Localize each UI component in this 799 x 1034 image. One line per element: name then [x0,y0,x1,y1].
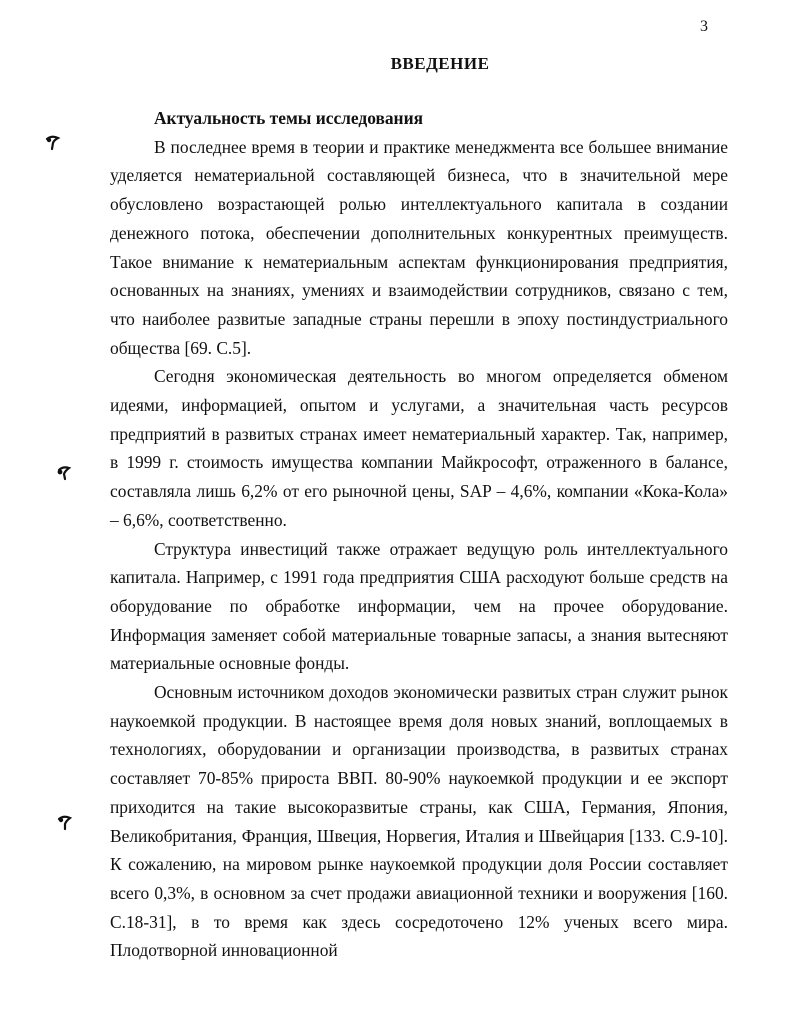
body-text [110,104,728,965]
margin-mark-icon [56,464,74,482]
paragraph: В последнее время в теории и практике менеджмента все большее внимание уделяется нематериальной составляющей бизнеса, что в значительной мере обусловлено возрастающей ролью интеллектуального капитала в создании денежного потока, обеспечении дополнительных конкурентных преимуществ. Такое внимание к нематериальным аспектам функционирования предприятия, основанных на знаниях, умениях и взаимодействии сотрудников, связано с тем, что наиболее развитые западные страны перешли в эпоху постиндустриального общества [69. С.5]. [110,136,728,358]
paragraph: Основным источником доходов экономически развитых стран служит рынок наукоемкой продукции. В настоящее время доля новых знаний, воплощаемых в технологиях, оборудовании и организации производства, в развитых странах составляет 70-85% прироста ВВП. 80-90% наукоемкой продукции и ее экспорт приходится на такие высокоразвитые страны, как США, Германия, Япония, Великобритания, Франция, Швеция, Норвегия, Италия и Швейцария [133. С.9-10]. К сожалению, на мировом рынке наукоемкой продукции доля России составляет всего 0,3%, в основном за счет продажи авиационной техники и вооружения [160. С.18-31], в то время как здесь сосредоточено 12% ученых всего мира. Плодотворной инновационной [110,682,728,961]
page-number: 3 [700,18,708,35]
paragraph: Структура инвестиций также отражает ведущую роль интеллектуального капитала. Например, с 1991 года предприятия США расходуют больше средств на оборудование по обработке информации, чем на прочее оборудование. Информация заменяет собой материальные товарные запасы, а знания вытесняют материальные основные фонды. [110,538,728,674]
section-subheading: Актуальность темы исследования [154,108,424,128]
paragraph: Сегодня экономическая деятельность во многом определяется обменом идеями, информацией, опытом и услугами, а значительная часть ресурсов предприятий в развитых странах имеет нематериальный характер. Так, например, в 1999 г. стоимость имущества компании Майкрософт, отраженного в балансе, составляла лишь 6,2% от его рыночной цены, SAP – 4,6%, компании «Кока-Кола» – 6,6%, соответственно. [110,366,728,530]
page-title: ВВЕДЕНИЕ [390,54,490,73]
margin-mark-icon [44,134,62,152]
margin-mark-icon [56,814,74,832]
